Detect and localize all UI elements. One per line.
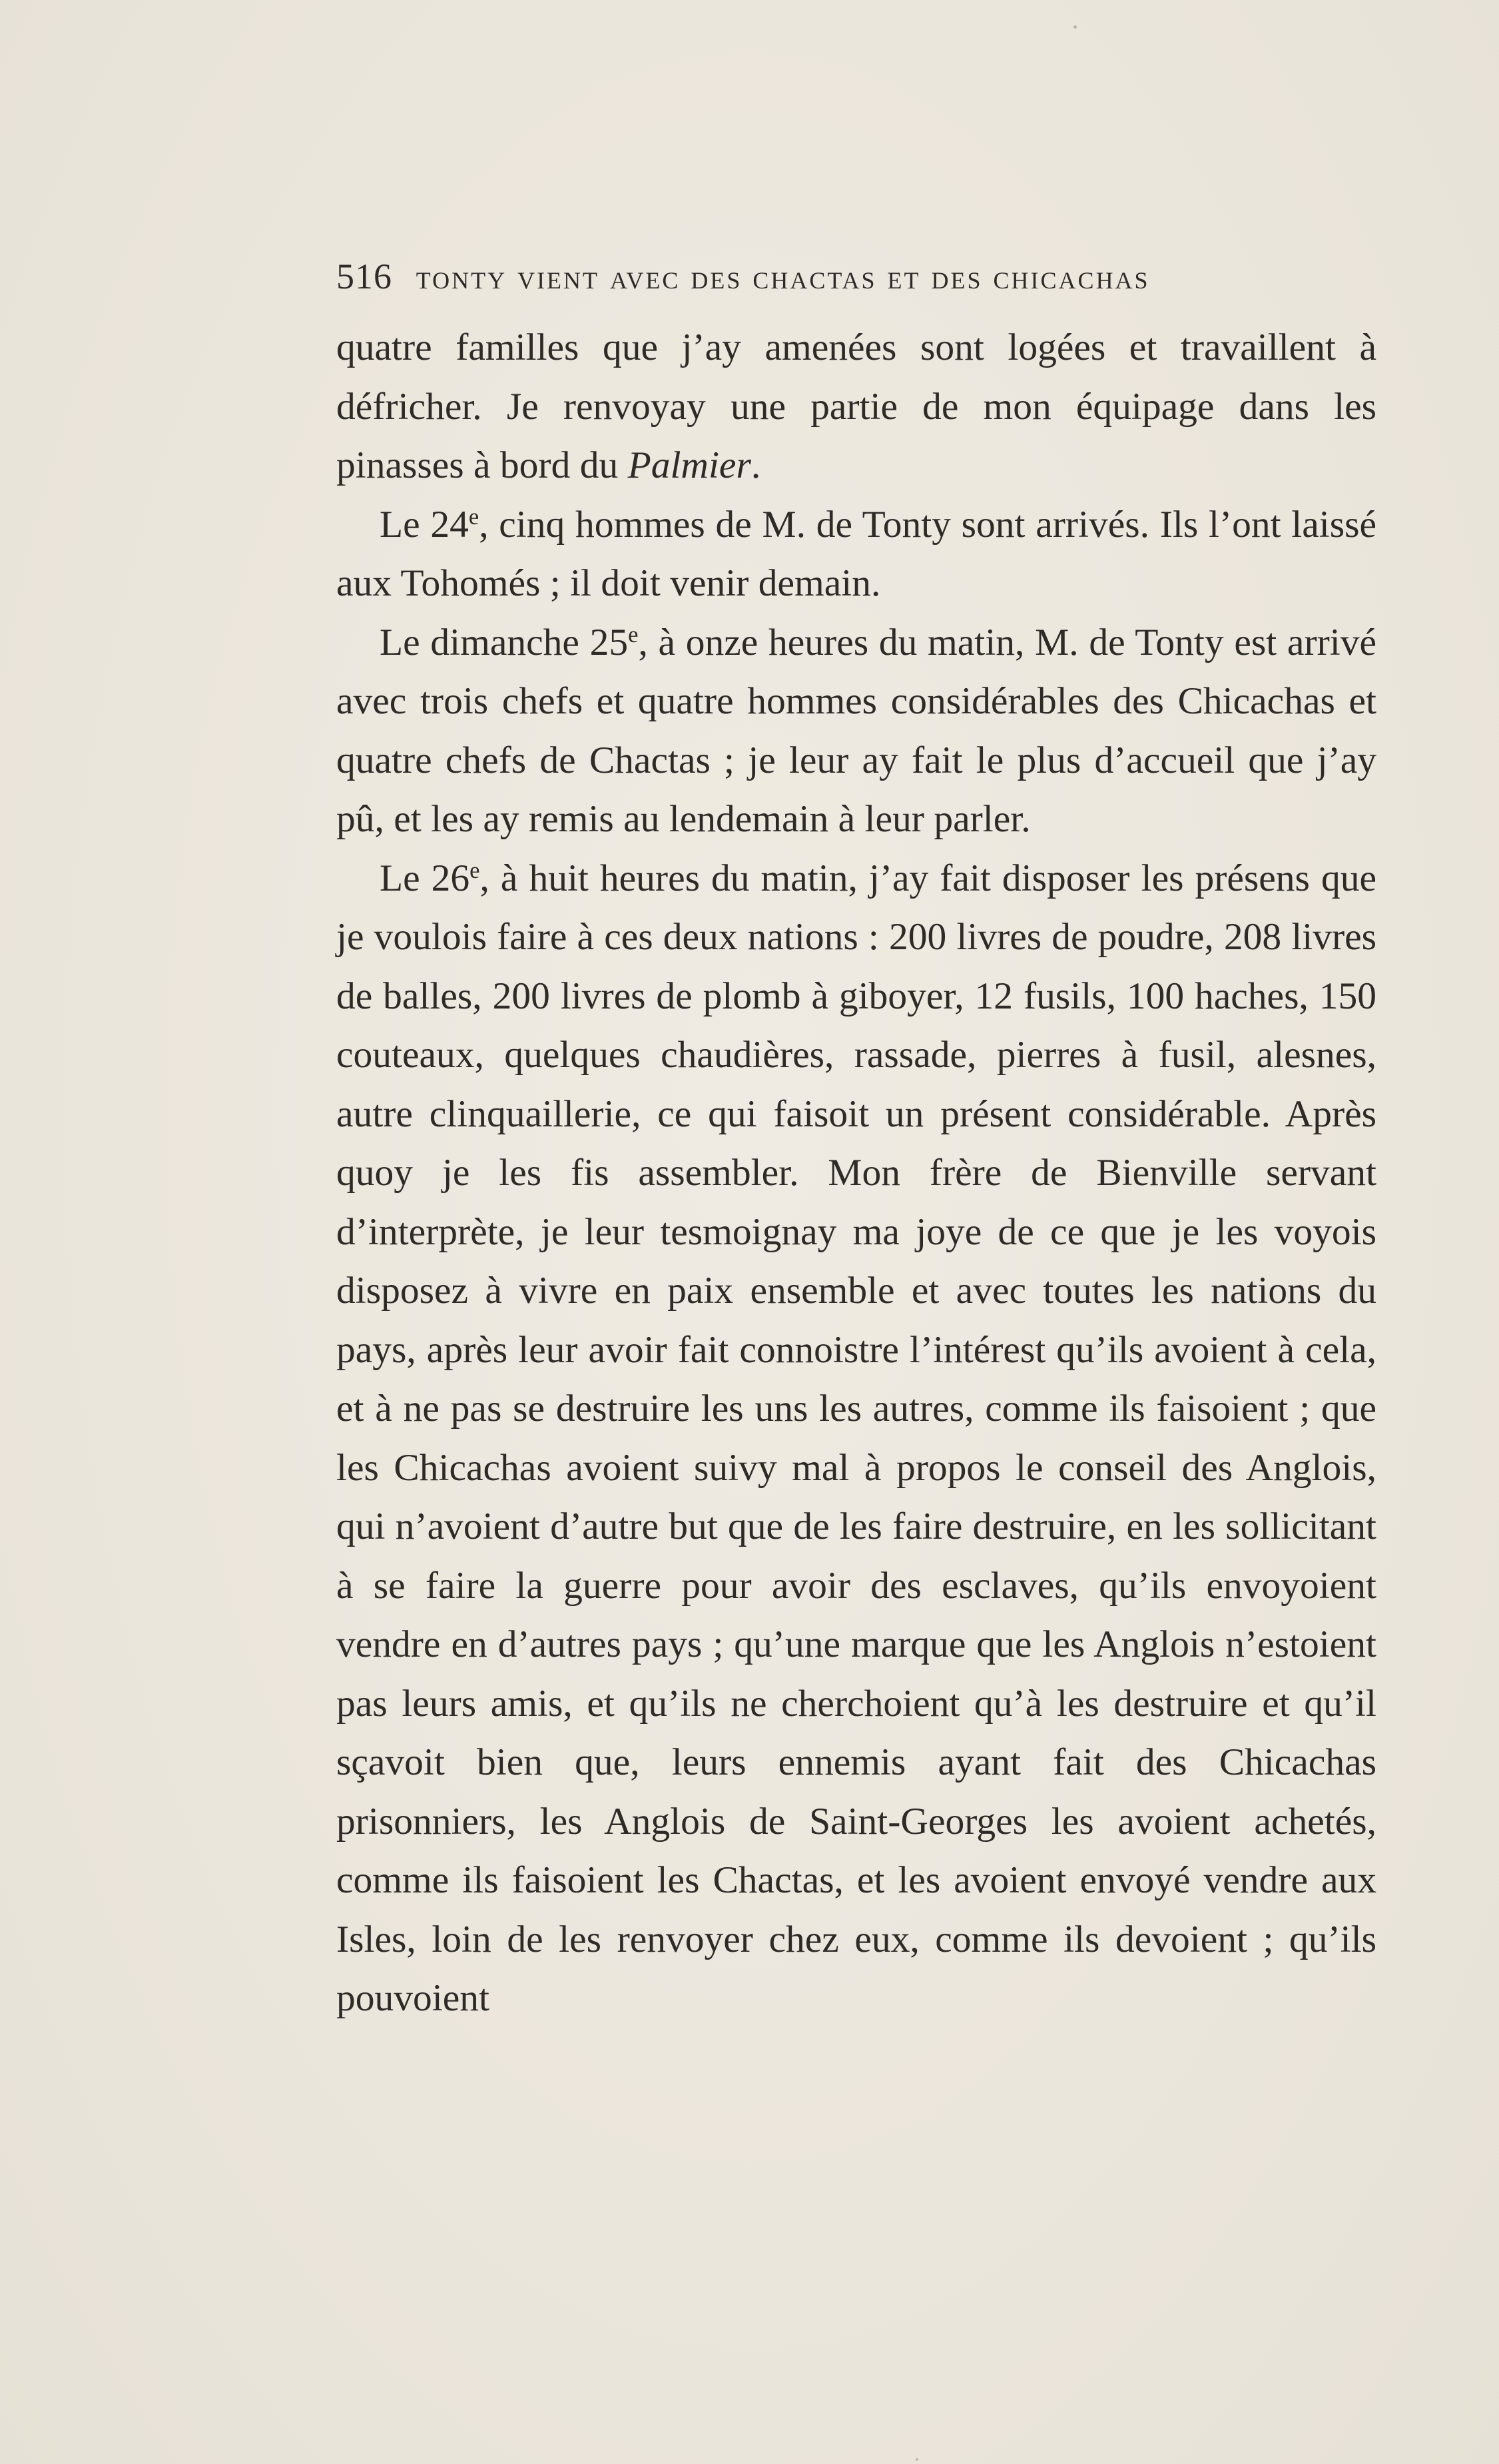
paragraph-4-superscript: e <box>469 857 480 883</box>
page-header <box>336 256 1376 296</box>
running-head: tonty vient avec des chactas et des chicachas <box>416 258 1150 296</box>
paragraph-4-text: , à huit heures du matin, j’ay fait disposer les présens que je voulois faire à ces deux nations : 200 livres de poudre, 208 livres de balles, 200 livres de plomb à giboyer, 12 fusils, 100 haches, 150 couteaux, quelques chaudières, rassade, pierres à fusil, alesnes, autre clinquaillerie, ce qui faisoit un présent considérable. Après quoy je les fis assembler. Mon frère de Bienville servant d’interprète, je leur tesmoignay ma joye de ce que je les voyois disposez à vivre en paix ensemble et avec toutes les nations du pays, après leur avoir fait connoistre l’intérest qu’ils avoient à cela, et à ne pas se destruire les uns les autres, comme ils faisoient ; que les Chicachas avoient suivy mal à propos le conseil des Anglois, qui n’avoient d’autre but que de les faire destruire, en les sollicitant à se faire la guerre pour avoir des esclaves, qu’ils envoyoient vendre en d’autres pays ; qu’une marque que les Anglois n’estoient pas leurs amis, et qu’ils ne cherchoient qu’à les destruire et qu’il sçavoit bien que, leurs ennemis ayant fait des Chicachas prisonniers, les Anglois de Saint-Georges les avoient achetés, comme ils faisoient les Chactas, et les avoient envoyé vendre aux Isles, loin de les renvoyer chez eux, comme ils devoient ; qu’ils pouvoient <box>336 857 1376 2019</box>
paragraph-3-date: Le dimanche 25 <box>380 621 629 663</box>
paragraph-2-date: Le 24 <box>380 503 469 546</box>
paper-speck <box>916 2458 918 2461</box>
page-number: 516 <box>336 256 392 296</box>
paragraph-1 <box>336 318 1376 496</box>
paragraph-4 <box>336 849 1376 2028</box>
paragraph-2 <box>336 496 1376 614</box>
paragraph-1-end: . <box>750 444 761 486</box>
body-text <box>336 318 1376 2028</box>
paragraph-3 <box>336 614 1376 849</box>
paragraph-3-superscript: e <box>628 621 639 647</box>
paragraph-3-text: , à onze heures du matin, M. de Tonty est arrivé avec trois chefs et quatre hommes considérables des Chicachas et quatre chefs de Chactas ; je leur ay fait le plus d’accueil que j’ay pû, et les ay remis au lendemain à leur parler. <box>336 621 1376 840</box>
paper-speck <box>1073 25 1077 29</box>
paragraph-2-text: , cinq hommes de M. de Tonty sont arrivés. Ils l’ont laissé aux Tohomés ; il doit venir demain. <box>336 503 1376 604</box>
paragraph-2-superscript: e <box>468 504 479 530</box>
ship-name-palmier: Palmier <box>627 444 751 486</box>
paragraph-1-text: quatre familles que j’ay amenées sont logées et travaillent à défricher. Je renvoyay une partie de mon équipage dans les pinasses à bord du <box>336 326 1376 486</box>
paragraph-4-date: Le 26 <box>380 857 470 899</box>
